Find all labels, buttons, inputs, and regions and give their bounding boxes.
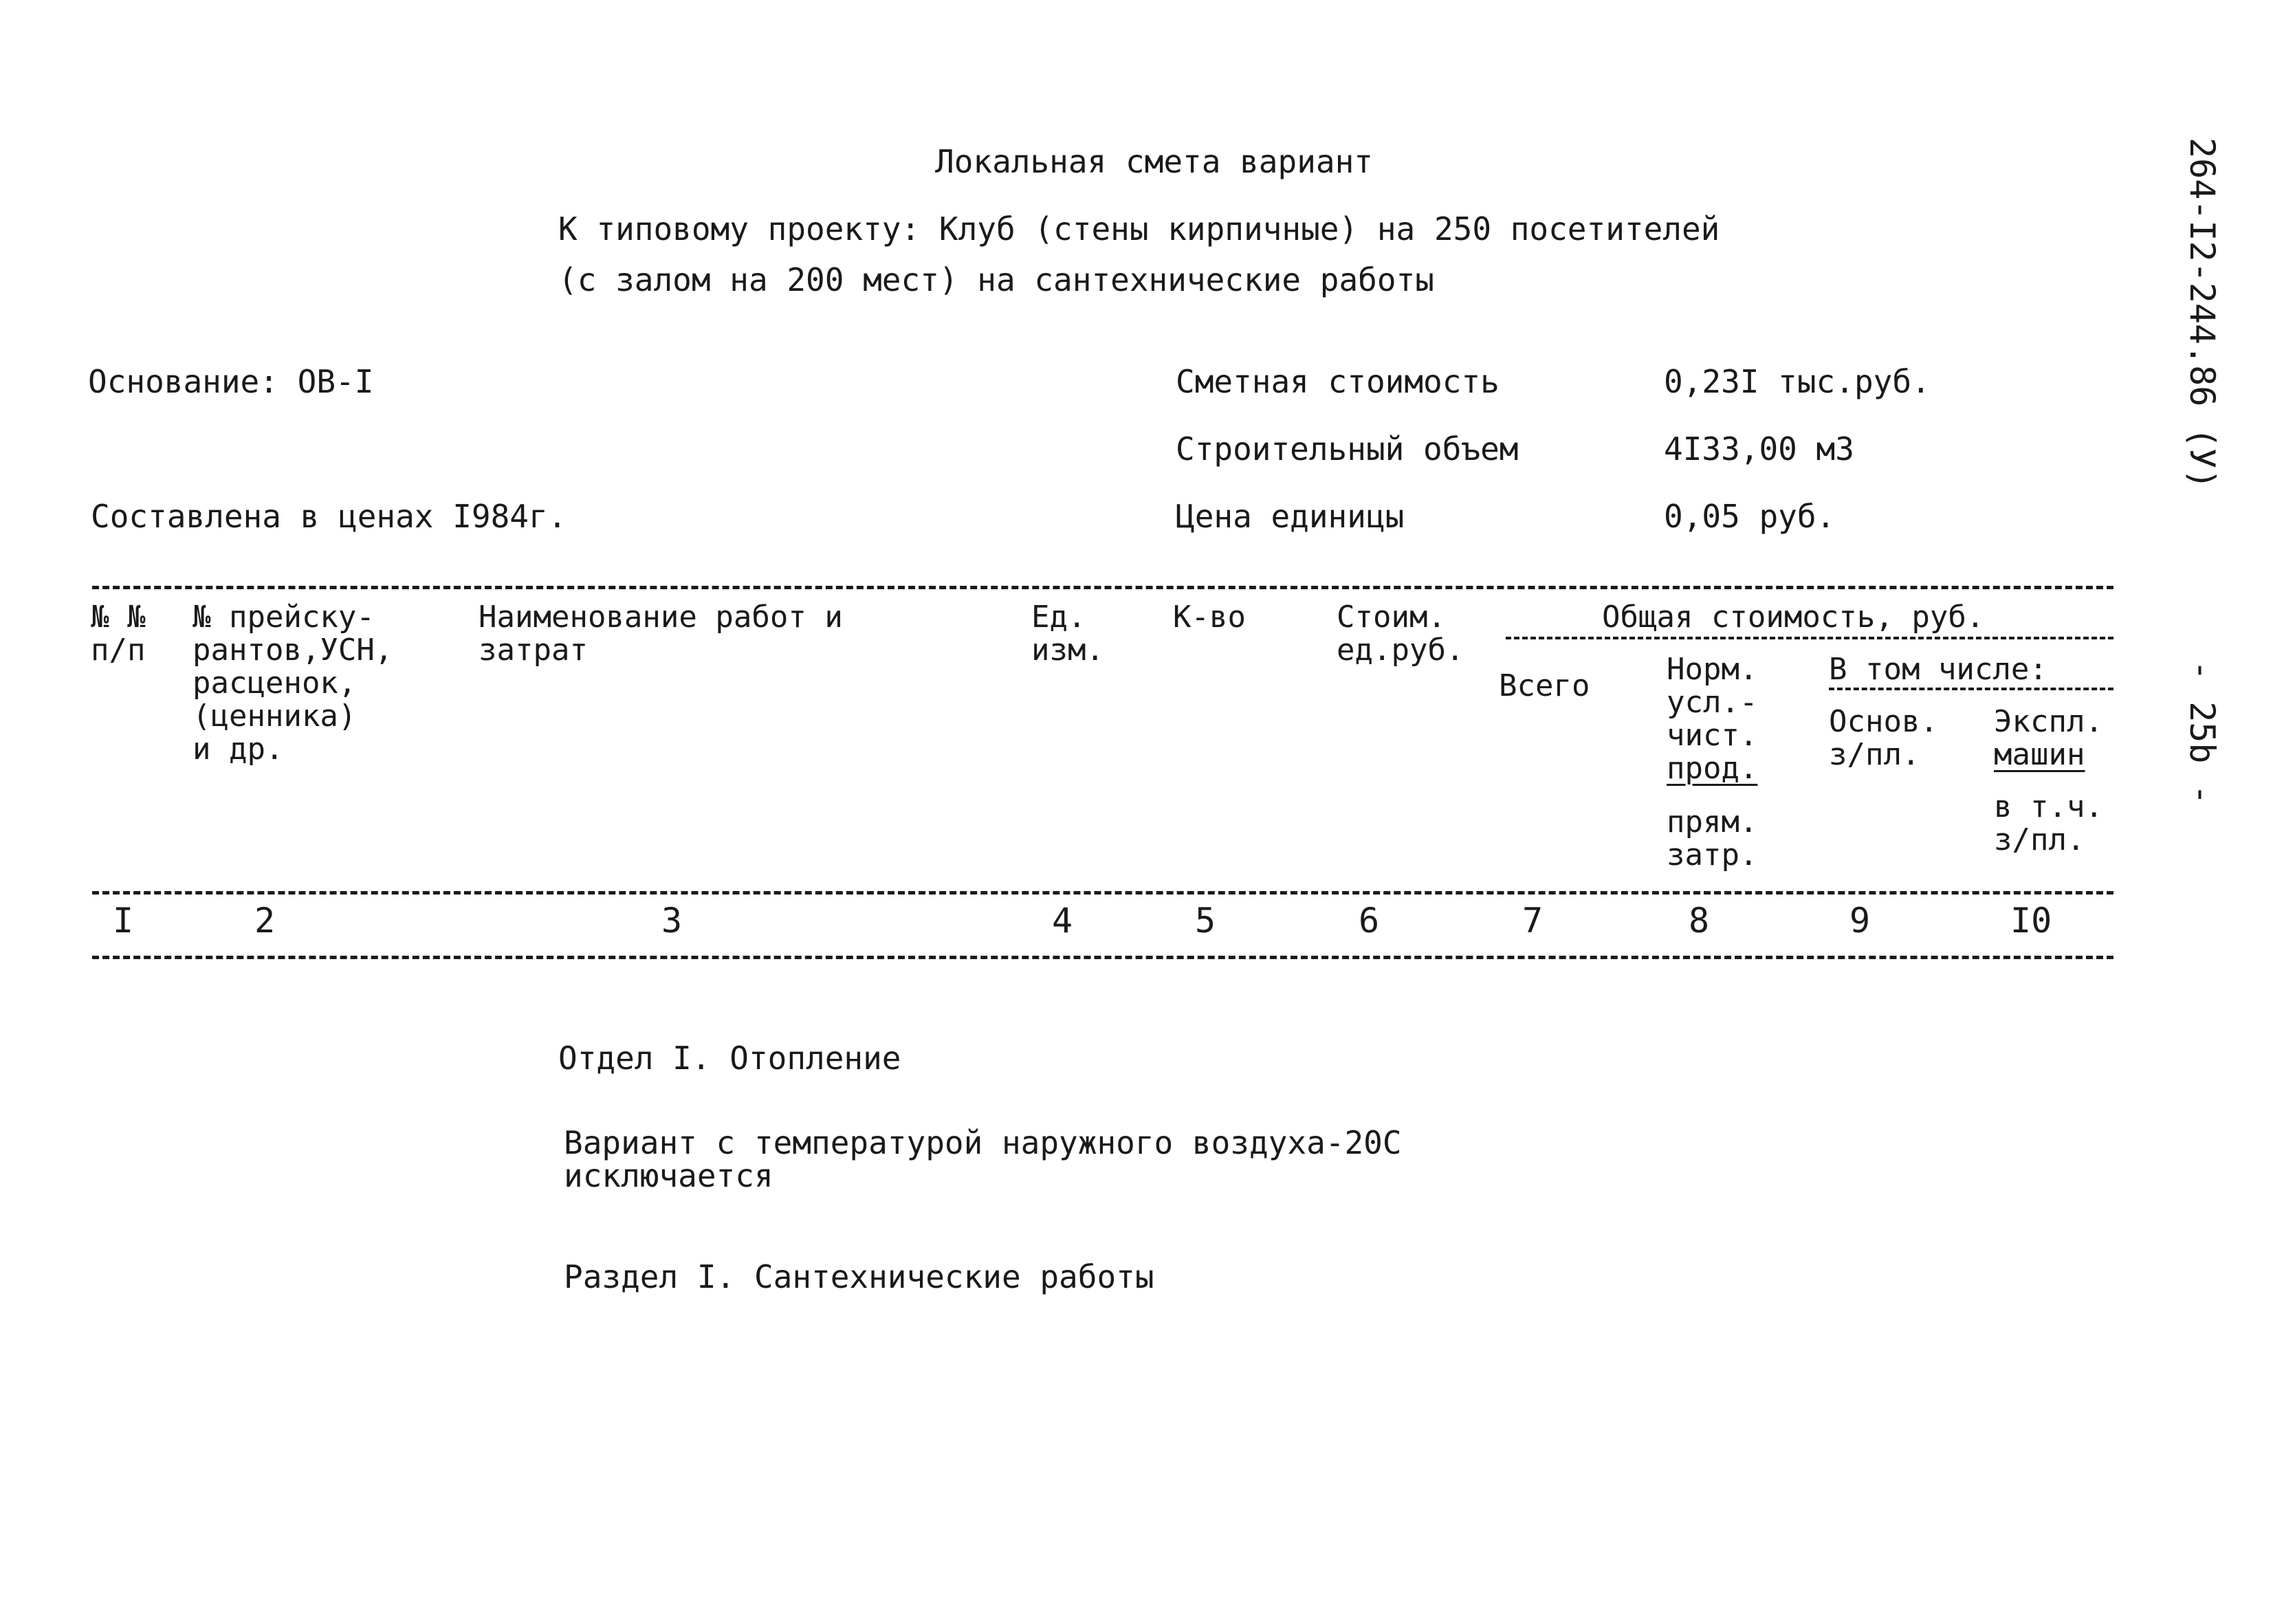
column-number-7: 7 [1522, 901, 1544, 941]
column-number-9: 9 [1849, 901, 1871, 941]
volume-label: Строительный объем [1176, 430, 1519, 468]
col1-header: № № п/п [91, 600, 146, 668]
col5-header: К-во [1173, 600, 1246, 635]
basis-label: Основание: ОВ-I [88, 363, 374, 400]
unit-price-value: 0,05 руб. [1664, 498, 1836, 535]
document-code: 264-I2-244.86 (У) [2182, 138, 2222, 490]
column-number-2: 2 [254, 901, 276, 941]
column-number-1: I [113, 901, 134, 941]
variant-note: Вариант с температурой наружного воздуха-20С исключается [564, 1124, 1402, 1194]
prices-label: Составлена в ценах I984г. [91, 498, 567, 535]
including-header: В том числе: [1829, 652, 2047, 687]
estimated-cost-value: 0,23I тыс.руб. [1664, 363, 1931, 400]
col8-header-top: Норм. усл.- чист. прод. [1667, 652, 1758, 786]
col3-header: Наименование работ и затрат [479, 600, 843, 668]
table-bottom-rule [92, 956, 2113, 959]
project-line-1: К типовому проекту: Клуб (стены кирпичные) на 250 посетителей [558, 210, 1720, 248]
estimated-cost-label: Сметная стоимость [1176, 363, 1500, 400]
table-top-rule [92, 586, 2113, 589]
col8-header-bottom: прям. затр. [1667, 804, 1758, 873]
col9-header: Основ. з/пл. [1829, 704, 1938, 772]
column-number-5: 5 [1195, 901, 1216, 941]
column-number-4: 4 [1052, 901, 1073, 941]
subsection-title: Раздел I. Сантехнические работы [564, 1258, 1154, 1295]
col7-header: Всего [1499, 668, 1590, 703]
including-underline [1829, 688, 2113, 690]
col6-header: Стоим. ед.руб. [1337, 600, 1464, 668]
col2-header: № прейску- рантов,УСН, расценок, (ценника) и др. [193, 600, 393, 767]
header-bottom-rule [92, 891, 2113, 895]
estimate-title: Локальная смета вариант [935, 143, 1373, 180]
col10-header-bottom: в т.ч. з/пл. [1994, 789, 2103, 857]
unit-price-label: Цена единицы [1176, 498, 1405, 535]
section-title: Отдел I. Отопление [558, 1040, 901, 1077]
project-line-2: (с залом на 200 мест) на сантехнические работы [558, 261, 1434, 298]
column-number-10: I0 [2010, 901, 2052, 941]
col4-header: Ед. изм. [1031, 600, 1104, 668]
column-number-6: 6 [1359, 901, 1380, 941]
page-number: - 25b - [2182, 660, 2222, 805]
total-cost-header: Общая стоимость, руб. [1602, 600, 1985, 635]
volume-value: 4I33,00 м3 [1664, 430, 1854, 468]
column-number-8: 8 [1689, 901, 1710, 941]
col10-header-top: Экспл. машин [1994, 704, 2103, 772]
total-cost-underline [1506, 637, 2113, 639]
column-number-3: 3 [661, 901, 683, 941]
